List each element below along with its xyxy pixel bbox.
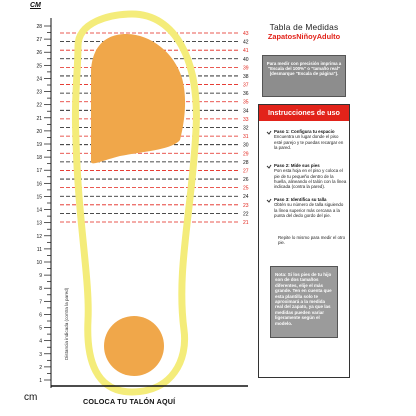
size-label: 22 <box>243 211 249 218</box>
size-label: 21 <box>243 220 249 226</box>
ruler-label: 24 <box>36 76 42 83</box>
ruler-label: 6 <box>39 312 42 319</box>
step-3-icon <box>266 198 272 204</box>
size-label: 23 <box>243 202 249 209</box>
warning-note: Nota: Si los pies de tu hijo son de dos tamaños diferentes, elije el más grande. Ten en cuenta que esta plantilla solo te aproximará a la medida real del zapato, ya que las medidas pueden variar ligeramente según el modelo. <box>270 266 338 338</box>
step-2 <box>267 163 347 189</box>
ruler-label: 18 <box>36 155 42 162</box>
ruler-label: 11 <box>36 246 42 253</box>
ruler-label: 9 <box>39 273 42 280</box>
ruler-label: 4 <box>39 338 42 345</box>
size-label: 28 <box>243 159 249 166</box>
step-1-text: Encuentra un lugar donde el piso esté parejo y te puedas recargar en la pared. <box>274 134 344 150</box>
step-1-label: Paso 1: Configura tu espacio <box>274 129 335 134</box>
ruler-label: 13 <box>36 220 42 227</box>
ruler-labels <box>36 24 42 384</box>
size-label: 38 <box>243 73 249 80</box>
size-label: 24 <box>243 194 249 201</box>
size-label: 36 <box>243 91 249 98</box>
ruler-label: 23 <box>36 89 42 96</box>
chart-subtitle: ZapatosNiñoyAdulto <box>267 32 341 41</box>
size-label: 27 <box>243 168 249 175</box>
step-2-text: Pon esta hoja en el piso y coloca el pie de tu pequeño dentro de la huella, alineando el talón con la línea indicada (contra la pared). <box>274 168 347 190</box>
ruler-label: 7 <box>39 299 42 306</box>
size-label: 33 <box>243 116 249 123</box>
ruler-label: 10 <box>36 260 42 266</box>
ruler-label: 27 <box>36 37 42 44</box>
size-label: 29 <box>243 151 249 158</box>
instructions-title: Instrucciones de uso <box>259 105 349 121</box>
ruler-label: 3 <box>39 351 42 358</box>
ruler-unit-top: CM <box>30 2 41 9</box>
vertical-caption: Distancia indicada (contra la pared) <box>64 287 69 360</box>
ruler-label: 2 <box>39 364 42 371</box>
ruler-label: 14 <box>36 207 42 214</box>
ruler-label: 1 <box>39 378 42 384</box>
ruler-label: 20 <box>36 128 42 135</box>
ruler-label: 12 <box>36 233 42 240</box>
size-label: 41 <box>243 48 249 55</box>
size-label: 25 <box>243 185 249 192</box>
ruler-label: 19 <box>36 142 42 148</box>
ruler-label: 17 <box>36 168 42 175</box>
ruler-label: 21 <box>36 115 42 122</box>
size-label: 34 <box>243 108 249 115</box>
size-labels <box>243 31 249 226</box>
step-2-label: Paso 2: Mide sus pies <box>274 163 320 168</box>
step-2-icon <box>266 164 272 170</box>
step-1 <box>267 129 347 150</box>
ruler-ticks <box>44 26 51 380</box>
step-3-label: Paso 3: Identifica su talla <box>274 197 327 202</box>
step-1-icon <box>266 130 272 136</box>
size-label: 31 <box>243 134 249 141</box>
ruler-label: 16 <box>36 181 42 188</box>
print-note: Para medir con precisión imprima a "Escala del 100%" o "tamaño real" (desmarque "Escala de página"). <box>262 55 346 97</box>
ruler-label: 28 <box>36 24 42 30</box>
ruler-label: 8 <box>39 286 42 293</box>
heel-circle <box>104 316 164 376</box>
size-label: 42 <box>243 39 249 46</box>
size-label: 32 <box>243 125 249 132</box>
ruler-label: 15 <box>36 194 42 201</box>
size-label: 43 <box>243 31 249 37</box>
ruler-label: 5 <box>39 325 42 332</box>
step-3-text: Obtén su número de talla siguiendo la línea superior más cercana a la punta del dedo gordo del pie. <box>274 202 344 218</box>
ruler-label: 26 <box>36 50 42 57</box>
repeat-text: Repite lo mismo para medir el otro pie. <box>278 235 346 246</box>
ruler-unit-bottom: cm <box>24 392 38 403</box>
chart-title: Tabla de Medidas <box>269 22 339 32</box>
ruler-label: 22 <box>36 102 42 109</box>
size-label: 26 <box>243 177 249 184</box>
ruler-label: 25 <box>36 63 42 70</box>
forefoot-shape <box>91 34 185 163</box>
size-label: 39 <box>243 65 249 72</box>
size-label: 35 <box>243 99 249 106</box>
size-label: 40 <box>243 56 249 63</box>
heel-label: COLOCA TU TALÓN AQUÍ <box>83 397 176 406</box>
step-3 <box>267 197 347 218</box>
size-label: 30 <box>243 142 249 149</box>
size-label: 37 <box>243 82 249 89</box>
